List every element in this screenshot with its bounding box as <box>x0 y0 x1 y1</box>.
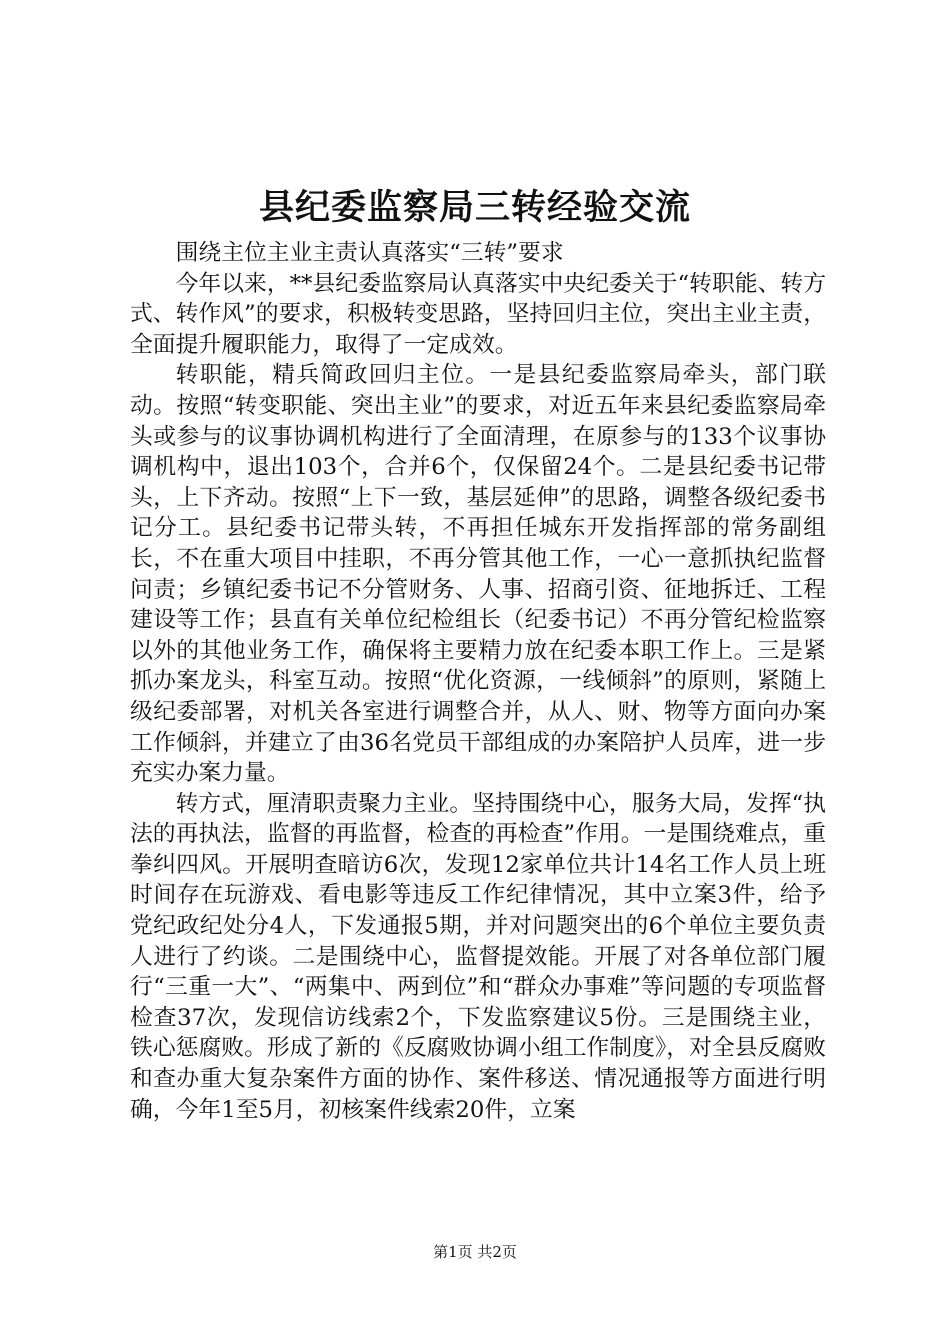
paragraph-transform-functions: 转职能，精兵简政回归主位。一是县纪委监察局牵头，部门联动。按照“转变职能、突出主业”的要求，对近五年来县纪委监察局牵头或参与的议事协调机构进行了全面清理，在原参与的133个议事协调机构中，退出103个，合并6个，仅保留24个。二是县纪委书记带头，上下齐动。按照“上下一致，基层延伸”的思路，调整各级纪委书记分工。县纪委书记带头转，不再担任城东开发指挥部的常务副组长，不在重大项目中挂职，不再分管其他工作，一心一意抓执纪监督问责；乡镇纪委书记不分管财务、人事、招商引资、征地拆迁、工程建设等工作；县直有关单位纪检组长（纪委书记）不再分管纪检监察以外的其他业务工作，确保将主要精力放在纪委本职工作上。三是紧抓办案龙头，科室互动。按照“优化资源，一线倾斜”的原则，紧随上级纪委部署，对机关各室进行调整合并，从人、财、物等方面向办案工作倾斜，并建立了由36名党员干部组成的办案陪护人员库，进一步充实办案力量。 <box>130 362 826 787</box>
paragraph-transform-methods: 转方式，厘清职责聚力主业。坚持围绕中心，服务大局，发挥“执法的再执法，监督的再监督，检查的再检查”作用。一是围绕难点，重拳纠四风。开展明查暗访6次，发现12家单位共计14名工作人员上班时间存在玩游戏、看电影等违反工作纪律情况，其中立案3件，给予党纪政纪处分4人，下发通报5期，并对问题突出的6个单位主要负责人进行了约谈。二是围绕中心，监督提效能。开展了对各单位部门履行“三重一大”、“两集中、两到位”和“群众办事难”等问题的专项监督检查37次，发现信访线索2个，下发监察建议5份。三是围绕主业，铁心惩腐败。形成了新的《反腐败协调小组工作制度》，对全县反腐败和查办重大复杂案件方面的协作、案件移送、情况通报等方面进行明确，今年1至5月，初核案件线索20件，立案 <box>130 790 826 1123</box>
document-body <box>130 238 826 1125</box>
paragraph-intro: 今年以来，**县纪委监察局认真落实中央纪委关于“转职能、转方式、转作风”的要求，积极转变思路，坚持回归主位，突出主业主责，全面提升履职能力，取得了一定成效。 <box>130 270 826 358</box>
page-number-footer: 第1页 共2页 <box>433 1243 517 1261</box>
document-title: 县纪委监察局三转经验交流 <box>258 187 691 228</box>
paragraph-subtitle: 围绕主位主业主责认真落实“三转”要求 <box>175 240 564 266</box>
